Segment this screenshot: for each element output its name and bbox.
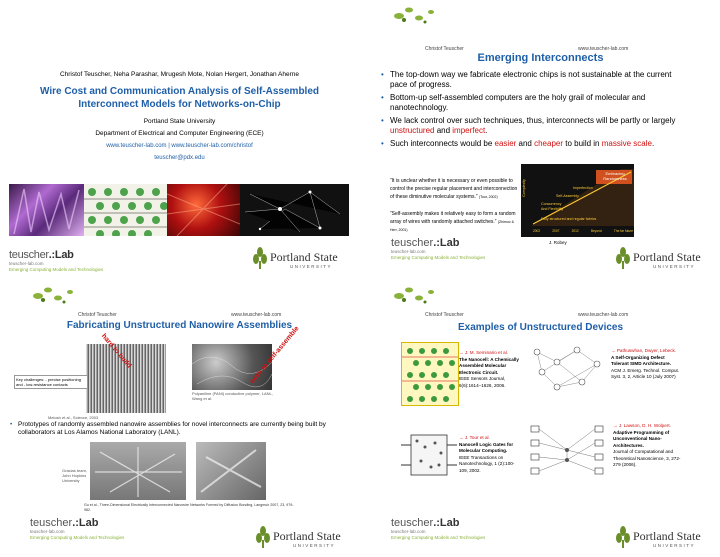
website-links[interactable]: www.teuscher-lab.com | www.teuscher-lab.com/christof	[106, 143, 253, 149]
nanowire-closeup-image	[196, 442, 266, 500]
ref-authors: → J. M. Seminario et al.	[459, 350, 509, 355]
ref-venue: Journal of Computational and Theoretical Nanoscience, 3, 272-279 (2006).	[613, 449, 681, 467]
nano-architecture-image	[527, 420, 607, 490]
header-website: www.teuscher-lab.com	[578, 312, 629, 318]
logo-lab-name: teuscher	[9, 249, 49, 261]
roadmap-label: Self-Assembly	[556, 194, 579, 198]
quote-text: “It is unclear whether it is necessary or even possible to control the precise regular placement and interconnection of these diminutive molecular systems.”	[390, 178, 518, 200]
bullet-item	[381, 116, 686, 136]
bullet-item: • Bottom-up self-assembled computers are the holy grail of molecular and nanotechnology.	[381, 93, 686, 113]
roadmap-label: Concurrency	[541, 202, 562, 206]
roadmap-year: 2012	[571, 229, 579, 233]
teuscher-lab-logo	[9, 249, 103, 272]
title-slide	[0, 0, 359, 278]
bullet-text: to build in	[563, 139, 602, 148]
purple-nanostructure-image	[9, 184, 84, 236]
reference-seminario	[459, 350, 519, 389]
bullet-text: and	[516, 139, 535, 148]
red-nanowire-image	[167, 184, 240, 236]
logo-lab-url: teuscher-lab.com	[30, 529, 65, 534]
neural-network-image	[240, 184, 349, 236]
bullet-text: Prototypes of randomly assembled nanowire assemblies for novel interconnects are currently being built by collaborators at Los Alamos National Laboratory (LANL).	[18, 421, 326, 436]
roadmap-year: The far future	[613, 229, 633, 233]
highlight-text: unstructured	[390, 126, 435, 135]
nanocell-graphic	[402, 343, 458, 405]
nanocell-image	[401, 342, 459, 406]
bullet-text: and	[434, 126, 453, 135]
purple-texture	[9, 184, 84, 236]
roadmap-years	[533, 229, 633, 233]
network-texture	[240, 184, 349, 236]
closeup-texture	[196, 442, 266, 500]
logo-lab-name: teuscher	[30, 517, 73, 529]
highlight-text: imperfect	[452, 126, 486, 135]
psu-university: UNIVERSITY	[290, 264, 333, 269]
logo-lab-suffix: .:Lab	[433, 237, 460, 249]
leaf-decoration-icon	[28, 284, 83, 309]
figure-caption: Polyaniline (PANI) conductive polymer, LANL, Wang et al.	[192, 391, 273, 401]
bullet-list	[381, 70, 686, 152]
logo-lab-tagline: Emerging Computing Models and Technologies	[391, 534, 486, 540]
logo-lab-name: teuscher	[391, 517, 434, 529]
logo-lab-tagline: Emerging Computing Models and Technologies	[391, 254, 486, 260]
nanocell-gates-image	[401, 427, 457, 485]
header-website: www.teuscher-lab.com	[578, 46, 629, 52]
complexity-roadmap-figure	[521, 164, 634, 237]
key-challenges-note: Key challenges: - precise positioning and - low-resistance contacts	[14, 375, 88, 389]
slide-title-line2: Interconnect Models for Networks-on-Chip	[78, 99, 281, 110]
fabricating-nanowires-slide	[0, 280, 359, 557]
highlight-text: cheaper	[534, 139, 564, 148]
unstructured-devices-slide	[361, 280, 720, 557]
bullet-text: Such interconnects would be	[390, 139, 495, 148]
quote-source: (Tour, 2002)	[478, 195, 498, 199]
gracias-credit: Gracias team, John Hopkins University	[62, 468, 87, 483]
architecture-graphic	[527, 420, 607, 490]
quote-tour	[390, 177, 518, 201]
psu-leaf-icon	[615, 247, 631, 269]
psu-leaf-icon	[615, 526, 631, 548]
ref-authors: → Pathuswhan, Dwyer, Lebeck.	[611, 348, 677, 353]
leaf-decoration-icon	[389, 4, 444, 29]
logo-lab-url: teuscher-lab.com	[391, 529, 426, 534]
gates-graphic	[401, 427, 457, 485]
simd-graphic	[527, 342, 607, 404]
lattice-graphic	[84, 184, 167, 236]
psu-university: UNIVERSITY	[293, 543, 336, 548]
header-author: Christof Teuscher	[425, 46, 464, 52]
logo-lab-url: teuscher-lab.com	[391, 249, 426, 254]
reference: Gu et al., Three-Dimensional Electrically Interconnected Nanowire Networks Formed by Diffusion Bonding, Langmuir 2007, 23, 979-982.	[84, 503, 294, 512]
psu-name: Portland State	[273, 529, 341, 543]
university-name: Portland State University	[143, 118, 216, 125]
slide-title-line1: Wire Cost and Communication Analysis of Self-Assembled	[39, 86, 320, 97]
header-website: www.teuscher-lab.com	[231, 312, 282, 318]
roadmap-label-top: Embracing Randomness	[603, 171, 627, 181]
psu-university: UNIVERSITY	[653, 264, 696, 269]
ref-venue: ACM J. Emerg. Technol. Comput. Syst. 3, 2, Article 10 (July 2007)	[611, 367, 680, 379]
teuscher-lab-logo	[30, 517, 124, 540]
email-link[interactable]: teuscher@pdx.edu	[154, 155, 205, 161]
slide-title: Fabricating Unstructured Nanowire Assemblies	[66, 320, 293, 331]
emerging-interconnects-slide	[361, 0, 720, 278]
logo-lab-suffix: .:Lab	[72, 517, 99, 529]
ref-title: Nanocell Logic Gates for Molecular Computing.	[459, 441, 514, 453]
aligned-nanowires-image	[86, 344, 166, 413]
logo-lab-tagline: Emerging Computing Models and Technologies	[30, 534, 125, 540]
roadmap-label: Fully structured and regular fabrics	[541, 217, 597, 221]
ref-venue: IEEE Transactions on Nanotechnology, 1 (2):100-109, 2002.	[459, 454, 515, 473]
bullet-text: .	[651, 139, 655, 148]
header-author: Christof Teuscher	[78, 312, 117, 318]
bullet-item: • The top-down way we fabricate electronic chips is not sustainable at the current pace of progress.	[381, 70, 686, 90]
highlight-text: easier	[494, 139, 517, 148]
slide-title	[0, 85, 359, 111]
teuscher-lab-logo	[391, 517, 485, 540]
3d-nanowire-network-image	[90, 442, 186, 500]
reference-lawson	[613, 423, 683, 469]
leaf-decoration-icon	[389, 284, 444, 309]
header-author: Christof Teuscher	[425, 312, 464, 318]
logo-lab-name: teuscher	[391, 237, 434, 249]
quote-text: “Self-assembly makes it relatively easy to form a random array of wires with randomly attached switches.”	[390, 211, 516, 225]
ref-title: The Nanocell: A Chemically Assembled Molecular Electronic Circuit.	[459, 356, 519, 375]
logo-lab-suffix: .:Lab	[433, 517, 460, 529]
psu-name: Portland State	[270, 250, 338, 264]
stamp-easy-to-self-assemble: easy to self-assemble	[248, 325, 301, 386]
author-list: Christof Teuscher, Neha Parashar, Mrugesh Mote, Nolan Hergert, Jonathan Aherne	[59, 71, 300, 78]
roadmap-year: 2002	[533, 229, 541, 233]
ref-authors: → J. Tour et al.	[459, 435, 490, 440]
network-texture	[90, 442, 186, 500]
logo-lab-url: teuscher-lab.com	[9, 261, 44, 266]
roadmap-year: 2007	[552, 229, 560, 233]
ref-title: Adaptive Programming of Unconventional Nano-Architectures.	[613, 429, 670, 448]
ref-venue: IEEE Sensors Journal, 6(6):1614–1626, 2006.	[459, 376, 506, 388]
roadmap-label: Imperfection	[573, 186, 593, 190]
reference-pathuswhan	[611, 348, 681, 381]
quote-source: (Zhirnov & Herr, 2001)	[390, 220, 514, 232]
department-name: Department of Electrical and Computer Engineering (ECE)	[95, 130, 264, 137]
highlight-text: massive scale	[601, 139, 652, 148]
logo-lab-tagline: Emerging Computing Models and Technologies	[9, 266, 104, 272]
psu-name: Portland State	[633, 250, 701, 264]
psu-university: UNIVERSITY	[653, 543, 696, 548]
reference-tour	[459, 435, 521, 474]
roadmap-axis-label: Complexity	[521, 179, 526, 197]
quote-zhirnov	[390, 210, 518, 234]
figure-caption: Melosh et al., Science, 2003	[48, 415, 99, 420]
affiliation	[0, 116, 359, 164]
slide-title: Examples of Unstructured Devices	[457, 322, 624, 333]
roadmap-year: Beyond	[590, 229, 602, 233]
ref-title: A Self-Organizing Defect Tolerant SIMD Architecture.	[611, 354, 671, 366]
molecular-lattice-image	[84, 184, 167, 236]
bullet-text: .	[485, 126, 488, 135]
psu-name: Portland State	[633, 529, 701, 543]
roadmap-label: And Flexibility	[541, 207, 564, 211]
psu-leaf-icon	[252, 247, 268, 269]
bullet-text: We lack control over such techniques, thus, interconnects will be partly or largely	[390, 116, 676, 125]
psu-leaf-icon	[255, 526, 271, 548]
stamp-hard-to-build: hard to build	[99, 332, 133, 370]
figure-credit: J. Robey	[549, 240, 567, 245]
bullet-item	[10, 421, 333, 437]
bullet-item	[381, 139, 686, 149]
red-texture	[167, 184, 240, 236]
logo-lab-suffix: .:Lab	[48, 249, 74, 261]
teuscher-lab-logo	[391, 237, 485, 260]
ref-authors: → J. Lawson, D. H. Wolpert.	[613, 423, 671, 428]
simd-network-image	[527, 342, 607, 404]
slide-title: Emerging Interconnects	[477, 52, 604, 64]
bullet-marker: •	[10, 421, 13, 428]
